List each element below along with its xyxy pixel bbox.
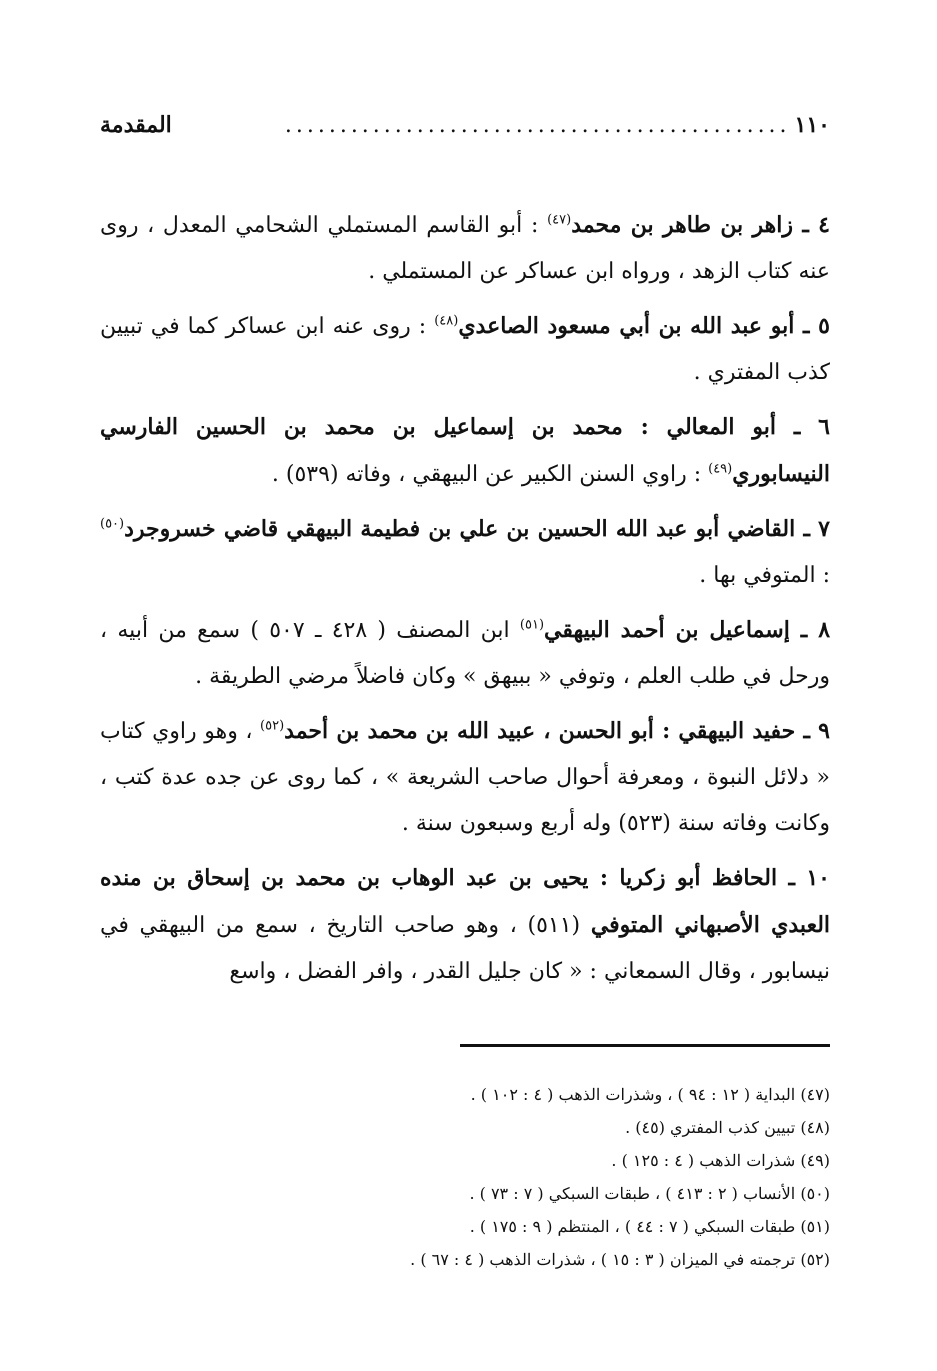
footnote-ref: (٥٠): [100, 516, 125, 532]
entry-name: ٤ ـ زاهر بن طاهر بن محمد: [571, 212, 830, 238]
page-number: ١١٠: [794, 112, 830, 138]
entry-text: : راوي السنن الكبير عن البيهقي ، وفاته (٥٣٩) .: [271, 462, 709, 487]
footnote-52: (٥٢) ترجمته في الميزان ( ٣ : ١٥ ) ، شذرات الذهب ( ٤ : ٦٧ ) .: [410, 1250, 830, 1269]
entry-name: ٥ ـ أبو عبد الله بن أبي مسعود الصاعدي: [458, 313, 830, 339]
entry-text: ، وهو راوي كتاب « دلائل النبوة ، ومعرفة أحوال صاحب الشريعة » ، كما روى عن جده عدة كتب ، وكانت وفاته سنة (٥٢٣) وله أربع وسبعون سنة .: [100, 719, 830, 836]
footnote-ref: (٥٢): [260, 718, 285, 734]
chapter-title: المقدمة: [100, 112, 172, 138]
running-head: [100, 112, 830, 148]
entry-name: ٦ ـ أبو المعالي : محمد بن إسماعيل بن محمد بن الحسين الفارسي النيسابوري: [100, 414, 830, 487]
entry-text: (٥١١) ، وهو صاحب التاريخ ، سمع من البيهقي في نيسابور ، وقال السمعاني : « كان جليل القدر ، وافر الفضل ، واسع: [100, 913, 830, 984]
entry-4: [100, 202, 830, 295]
footnote-ref: (٤٧): [547, 212, 572, 228]
entry-5: [100, 303, 830, 396]
entry-text: ابن المصنف ( ٤٢٨ ـ ٥٠٧ ) سمع من أبيه ، ورحل في طلب العلم ، وتوفي « ببيهق » وكان فاضلاً مرضي الطريقة .: [100, 618, 830, 689]
entry-name: ٩ ـ حفيد البيهقي : أبو الحسن ، عبيد الله بن محمد بن أحمد: [284, 718, 830, 744]
footnote-ref: (٤٨): [434, 313, 459, 329]
footnote-rule: [460, 1044, 830, 1047]
page-body: [100, 112, 830, 1003]
entry-text: : روى عنه ابن عساكر كما في تبيين كذب المفتري .: [100, 314, 830, 385]
footnote-50: (٥٠) الأنساب ( ٢ : ٤١٣ ) ، طبقات السبكي ( ٧ : ٧٣ ) .: [469, 1184, 830, 1203]
entries-list: [100, 202, 830, 995]
footnotes: [100, 1078, 830, 1276]
footnote-49: (٤٩) شذرات الذهب ( ٤ : ١٢٥ ) .: [611, 1151, 830, 1170]
entry-name: ٧ ـ القاضي أبو عبد الله الحسين بن علي بن فطيمة البيهقي قاضي خسروجرد: [124, 516, 830, 542]
footnote-ref: (٤٩): [708, 461, 733, 477]
entry-10: [100, 855, 830, 995]
footnote-47: (٤٧) البداية ( ١٢ : ٩٤ ) ، وشذرات الذهب ( ٤ : ١٠٢ ) .: [470, 1085, 830, 1104]
entry-6: [100, 404, 830, 498]
entry-7: [100, 506, 830, 599]
entry-text: : المتوفي بها .: [699, 563, 830, 588]
footnote-51: (٥١) طبقات السبكي ( ٧ : ٤٤ ) ، المنتظم ( ٩ : ١٧٥ ) .: [469, 1217, 830, 1236]
entry-name: ٨ ـ إسماعيل بن أحمد البيهقي: [544, 617, 831, 643]
footnote-ref: (٥١): [519, 617, 545, 633]
entry-8: [100, 607, 830, 700]
footnote-48: (٤٨) تبيين كذب المفتري (٤٥) .: [625, 1118, 830, 1137]
entry-9: [100, 708, 830, 847]
entry-name: ١٠ ـ الحافظ أبو زكريا : يحيى بن عبد الوهاب بن محمد بن إسحاق بن منده العبدي الأصبهاني المتوفي: [100, 865, 831, 938]
entry-text: : أبو القاسم المستملي الشحامي المعدل ، روى عنه كتاب الزهد ، ورواه ابن عساكر عن المستملي .: [100, 213, 830, 284]
leader-dots: ..............................................: [284, 115, 791, 137]
